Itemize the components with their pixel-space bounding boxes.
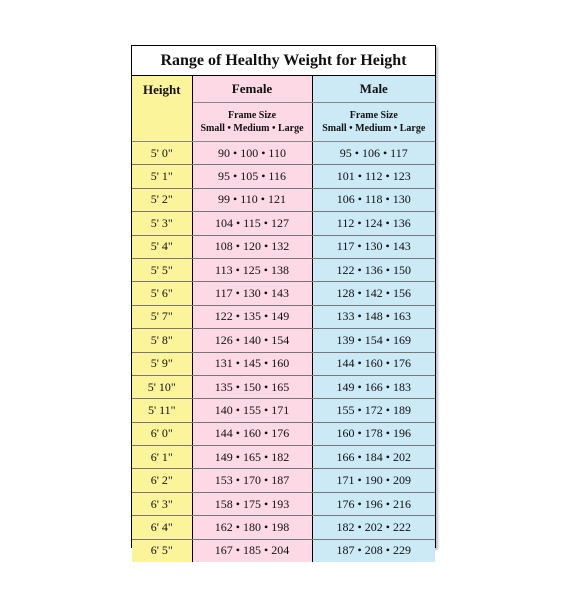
- male-weight-cell: 133 • 148 • 163: [312, 305, 435, 328]
- female-frame-size-header: [192, 103, 312, 142]
- female-weight-cell: 95 • 105 • 116: [192, 165, 312, 188]
- male-header: Male: [312, 76, 435, 103]
- female-weight-cell: 162 • 180 • 198: [192, 516, 312, 539]
- male-weight-cell: 144 • 160 • 176: [312, 352, 435, 375]
- frame-size-label: Frame Size: [227, 110, 277, 121]
- height-cell: 5' 7": [132, 305, 192, 328]
- weight-table-body: [132, 142, 435, 563]
- table-row: [132, 469, 435, 492]
- male-weight-cell: 106 • 118 • 130: [312, 188, 435, 211]
- male-weight-cell: 187 • 208 • 229: [312, 539, 435, 562]
- female-weight-cell: 135 • 150 • 165: [192, 375, 312, 398]
- female-weight-cell: 140 • 155 • 171: [192, 399, 312, 422]
- female-weight-cell: 90 • 100 • 110: [192, 142, 312, 165]
- female-weight-cell: 153 • 170 • 187: [192, 469, 312, 492]
- table-row: [132, 516, 435, 539]
- height-header: Height: [132, 76, 192, 142]
- female-weight-cell: 117 • 130 • 143: [192, 282, 312, 305]
- female-header: Female: [192, 76, 312, 103]
- frame-size-values: Small • Medium • Large: [200, 123, 304, 134]
- table-row: [132, 258, 435, 281]
- height-cell: 5' 3": [132, 212, 192, 235]
- table-row: [132, 375, 435, 398]
- height-cell: 6' 3": [132, 492, 192, 515]
- male-weight-cell: 128 • 142 • 156: [312, 282, 435, 305]
- female-weight-cell: 126 • 140 • 154: [192, 329, 312, 352]
- table-row: [132, 422, 435, 445]
- table-row: [132, 539, 435, 562]
- height-cell: 5' 6": [132, 282, 192, 305]
- height-cell: 5' 4": [132, 235, 192, 258]
- male-weight-cell: 182 • 202 • 222: [312, 516, 435, 539]
- male-weight-cell: 166 • 184 • 202: [312, 446, 435, 469]
- female-weight-cell: 113 • 125 • 138: [192, 258, 312, 281]
- height-cell: 5' 9": [132, 352, 192, 375]
- female-weight-cell: 158 • 175 • 193: [192, 492, 312, 515]
- height-cell: 6' 5": [132, 539, 192, 562]
- male-weight-cell: 160 • 178 • 196: [312, 422, 435, 445]
- male-weight-cell: 155 • 172 • 189: [312, 399, 435, 422]
- table-row: [132, 142, 435, 165]
- height-cell: 5' 2": [132, 188, 192, 211]
- table-row: [132, 446, 435, 469]
- height-cell: 6' 2": [132, 469, 192, 492]
- height-cell: 6' 0": [132, 422, 192, 445]
- table-row: [132, 282, 435, 305]
- weight-chart-card: [131, 45, 436, 558]
- female-weight-cell: 167 • 185 • 204: [192, 539, 312, 562]
- male-weight-cell: 176 • 196 • 216: [312, 492, 435, 515]
- table-row: [132, 352, 435, 375]
- table-row: [132, 305, 435, 328]
- female-weight-cell: 108 • 120 • 132: [192, 235, 312, 258]
- male-frame-size-header: [312, 103, 435, 142]
- table-row: [132, 399, 435, 422]
- height-cell: 5' 0": [132, 142, 192, 165]
- table-row: [132, 492, 435, 515]
- table-row: [132, 235, 435, 258]
- male-weight-cell: 122 • 136 • 150: [312, 258, 435, 281]
- female-weight-cell: 104 • 115 • 127: [192, 212, 312, 235]
- height-cell: 5' 10": [132, 375, 192, 398]
- height-cell: 5' 5": [132, 258, 192, 281]
- height-cell: 6' 1": [132, 446, 192, 469]
- chart-title: Range of Healthy Weight for Height: [132, 46, 435, 76]
- male-weight-cell: 139 • 154 • 169: [312, 329, 435, 352]
- table-row: [132, 188, 435, 211]
- male-weight-cell: 101 • 112 • 123: [312, 165, 435, 188]
- height-cell: 6' 4": [132, 516, 192, 539]
- female-weight-cell: 149 • 165 • 182: [192, 446, 312, 469]
- female-weight-cell: 144 • 160 • 176: [192, 422, 312, 445]
- male-weight-cell: 112 • 124 • 136: [312, 212, 435, 235]
- male-weight-cell: 171 • 190 • 209: [312, 469, 435, 492]
- male-weight-cell: 149 • 166 • 183: [312, 375, 435, 398]
- height-cell: 5' 1": [132, 165, 192, 188]
- male-weight-cell: 95 • 106 • 117: [312, 142, 435, 165]
- weight-table: [132, 76, 435, 562]
- table-row: [132, 212, 435, 235]
- female-weight-cell: 122 • 135 • 149: [192, 305, 312, 328]
- height-cell: 5' 11": [132, 399, 192, 422]
- frame-size-values: Small • Medium • Large: [322, 123, 426, 134]
- table-row: [132, 165, 435, 188]
- frame-size-label: Frame Size: [349, 110, 398, 121]
- female-weight-cell: 99 • 110 • 121: [192, 188, 312, 211]
- male-weight-cell: 117 • 130 • 143: [312, 235, 435, 258]
- table-row: [132, 329, 435, 352]
- female-weight-cell: 131 • 145 • 160: [192, 352, 312, 375]
- height-cell: 5' 8": [132, 329, 192, 352]
